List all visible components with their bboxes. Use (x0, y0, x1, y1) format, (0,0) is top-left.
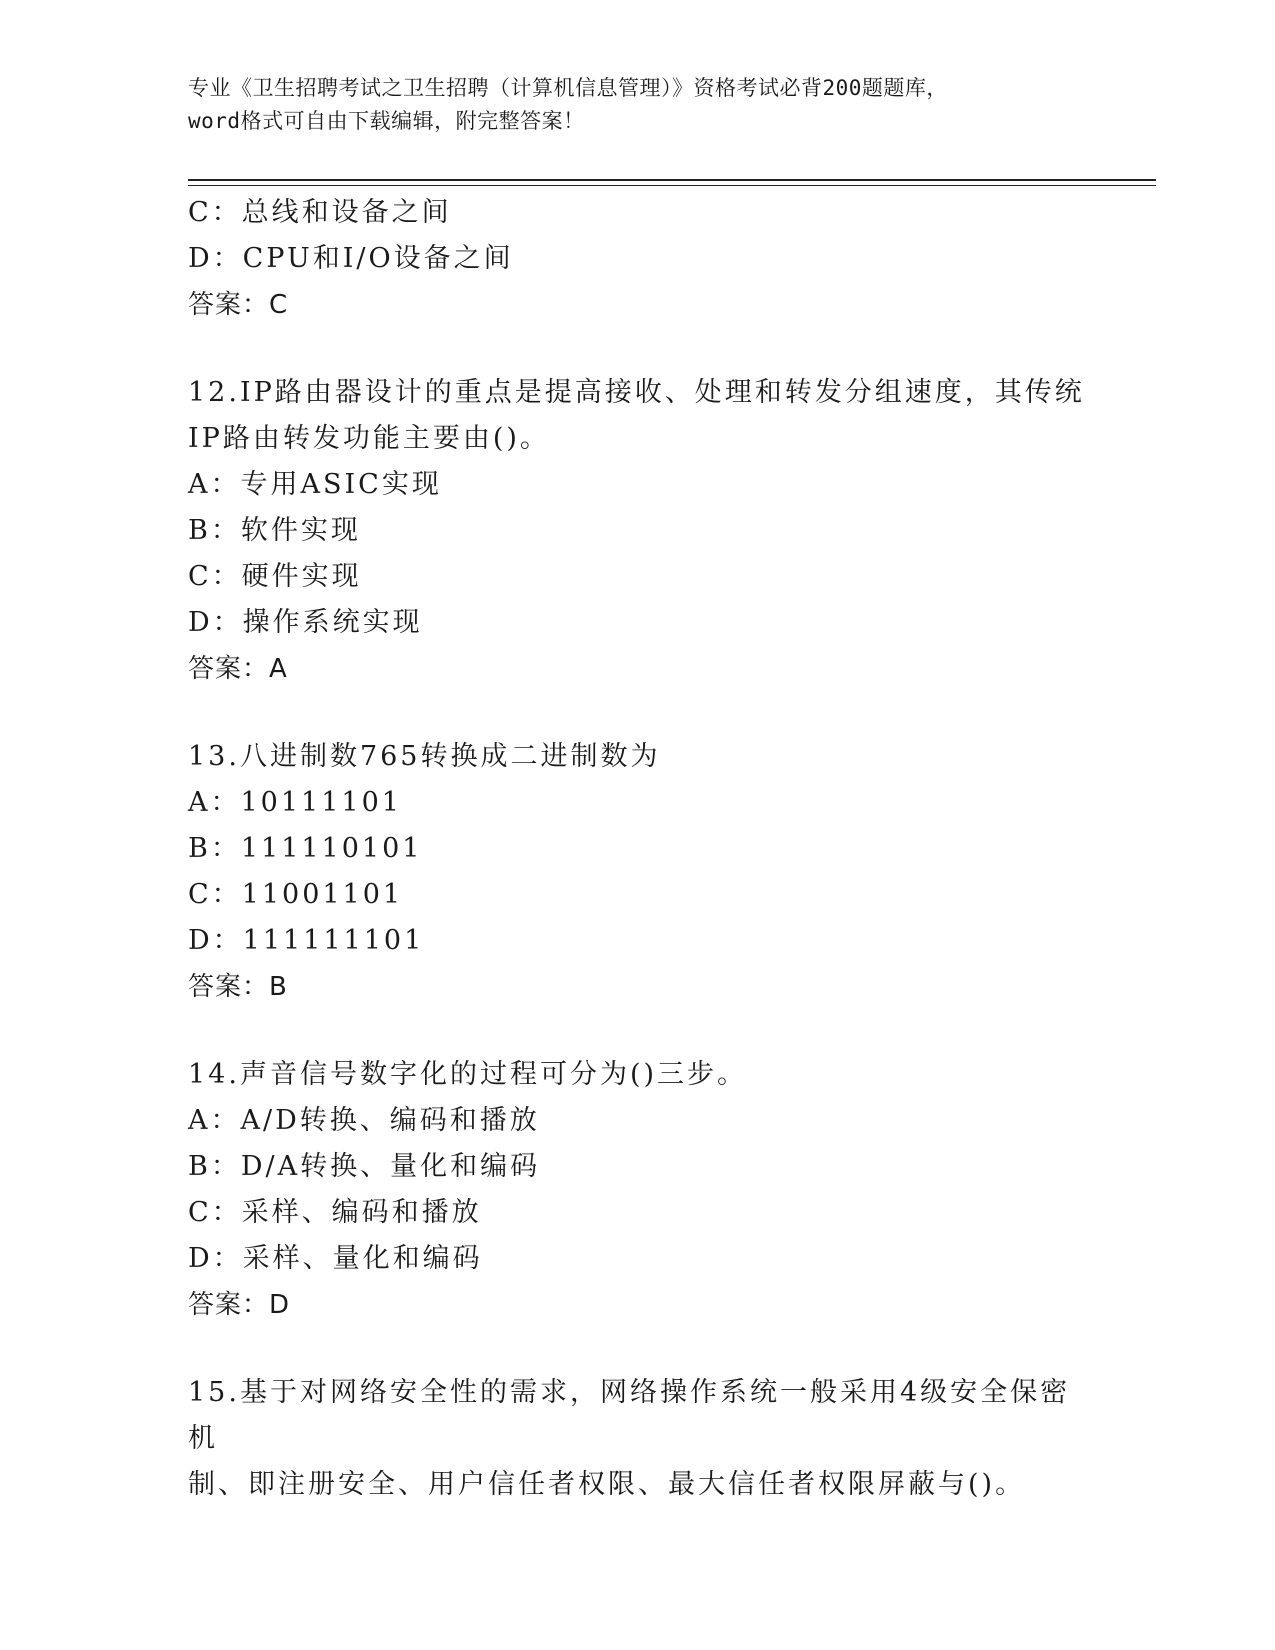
option-a: A：A/D转换、编码和播放 (188, 1105, 540, 1136)
header-divider-thin (188, 185, 1156, 186)
option-a: A：专用ASIC实现 (188, 469, 442, 500)
option-d: D：采样、量化和编码 (188, 1243, 483, 1274)
question-13 (188, 734, 1088, 1010)
answer-line: 答案：A (188, 654, 288, 684)
answer-line: 答案：B (188, 972, 288, 1002)
header-divider-thick (188, 179, 1156, 181)
spacer (188, 328, 1088, 370)
answer-line: 答案：D (188, 1290, 291, 1320)
option-b: B：软件实现 (188, 515, 361, 546)
option-d: D：操作系统实现 (188, 607, 423, 638)
option-b: B：111110101 (188, 833, 423, 864)
spacer (188, 1328, 1088, 1370)
question-11-tail (188, 190, 1088, 328)
question-list (188, 190, 1088, 1508)
spacer (188, 692, 1088, 734)
question-stem-continued: IP路由转发功能主要由()。 (188, 423, 550, 454)
question-15 (188, 1370, 1088, 1508)
option-c: C：硬件实现 (188, 561, 362, 592)
option-c: C：总线和设备之间 (188, 197, 452, 228)
answer-line: 答案：C (188, 290, 289, 320)
option-b: B：D/A转换、量化和编码 (188, 1151, 541, 1182)
question-14 (188, 1052, 1088, 1328)
option-c: C：11001101 (188, 879, 404, 910)
option-d: D：CPU和I/O设备之间 (188, 243, 514, 274)
question-stem: 13.八进制数765转换成二进制数为 (188, 741, 661, 772)
option-c: C：采样、编码和播放 (188, 1197, 482, 1228)
option-a: A：10111101 (188, 787, 402, 818)
question-stem: 12.IP路由器设计的重点是提高接收、处理和转发分组速度，其传统 (188, 377, 1085, 408)
question-stem: 14.声音信号数字化的过程可分为()三步。 (188, 1059, 748, 1090)
header-title-line1: 专业《卫生招聘考试之卫生招聘（计算机信息管理）》资格考试必背200题题库， (188, 76, 948, 100)
header-title-line2: word格式可自由下载编辑，附完整答案！ (188, 109, 585, 133)
question-stem: 15.基于对网络安全性的需求，网络操作系统一般采用4级安全保密机 (188, 1377, 1071, 1454)
question-stem-continued: 制、即注册安全、用户信任者权限、最大信任者权限屏蔽与()。 (188, 1469, 1026, 1500)
spacer (188, 1010, 1088, 1052)
option-d: D：111111101 (188, 925, 425, 956)
document-header (188, 72, 1088, 138)
question-12 (188, 370, 1088, 692)
